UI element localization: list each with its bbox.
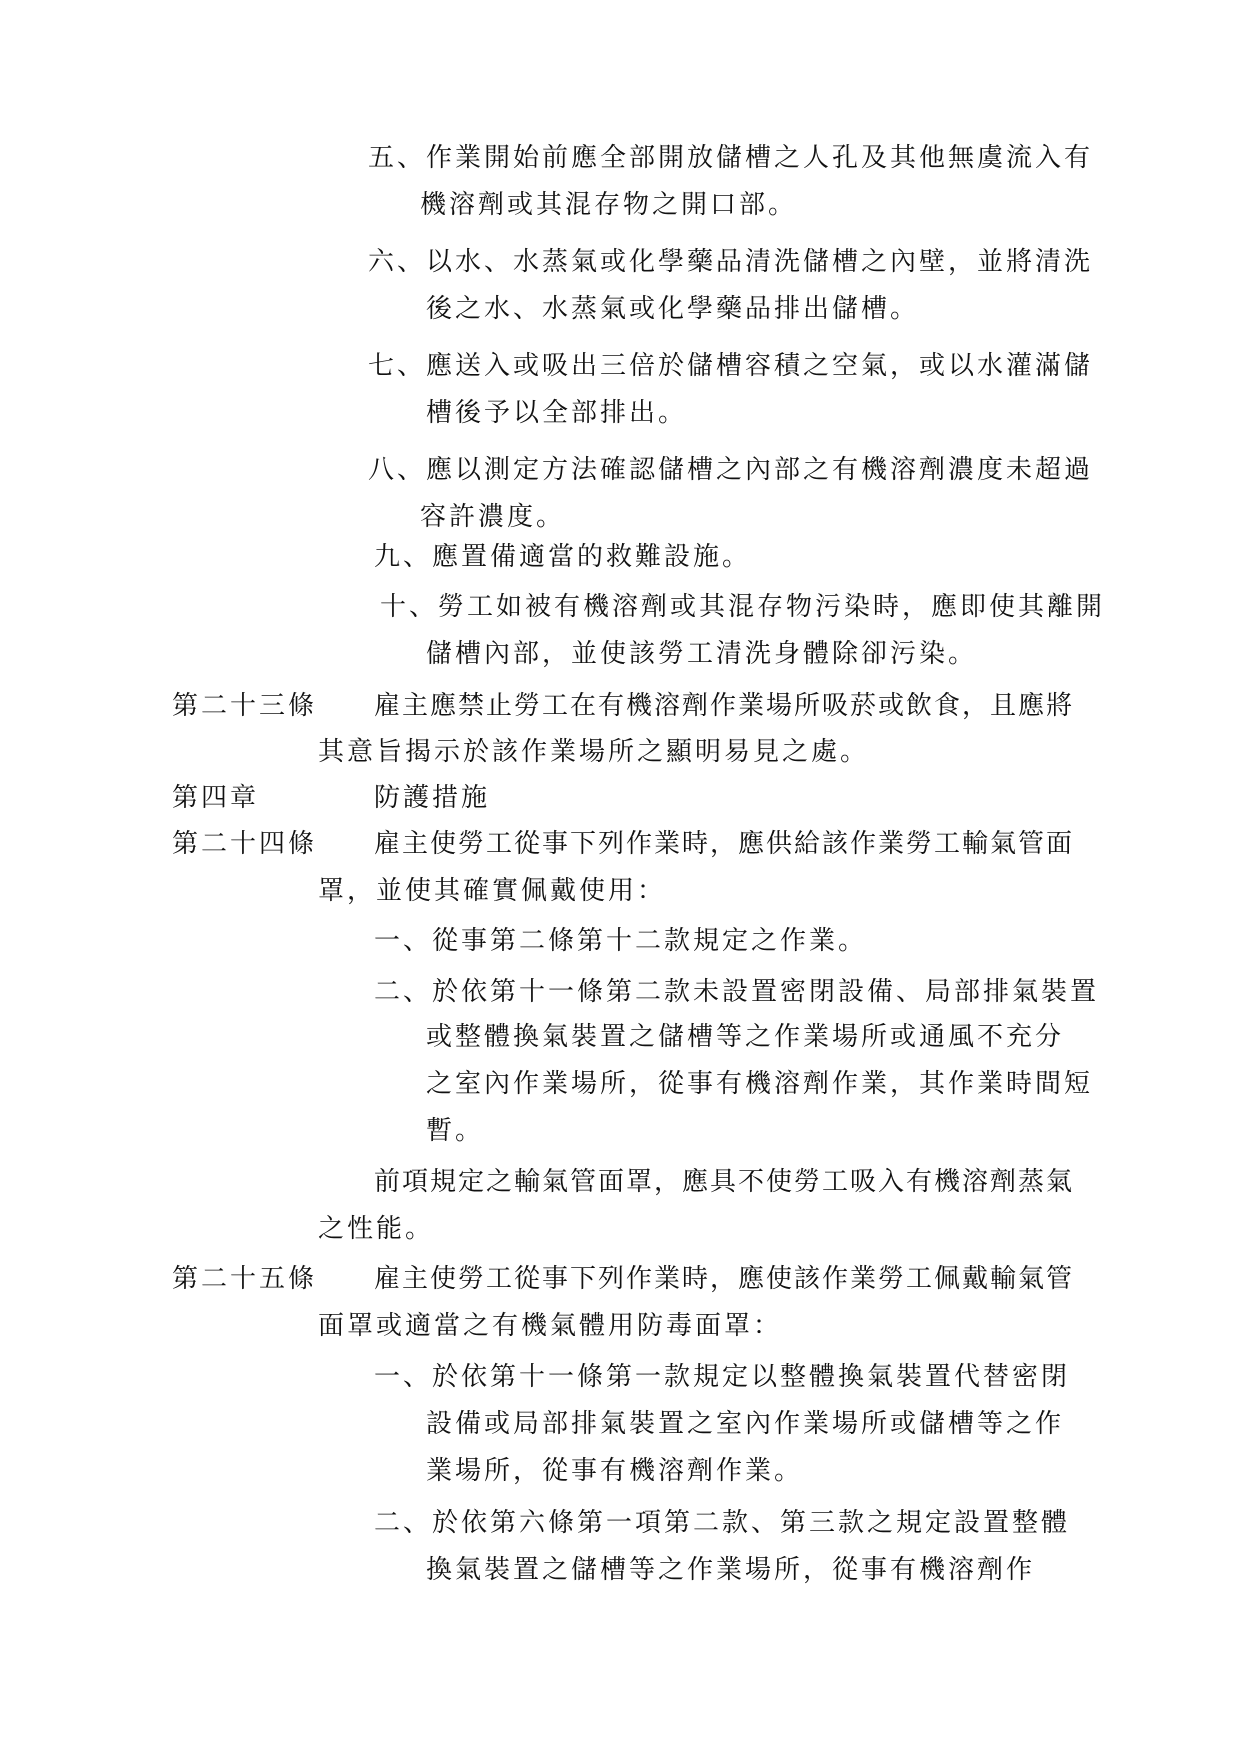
article-23-line1: 雇主應禁止勞工在有機溶劑作業場所吸菸或飲食，且應將 — [374, 691, 1075, 721]
item-9-text: 應置備適當的救難設施。 — [432, 542, 752, 572]
article-25-line1: 雇主使勞工從事下列作業時，應使該作業勞工佩戴輸氣管 — [374, 1264, 1075, 1294]
article-24-item2-line3: 之室內作業場所，從事有機溶劑作業，其作業時間短 — [426, 1069, 1094, 1099]
item-8-line1 — [368, 453, 1093, 487]
item-6-line1 — [368, 245, 1093, 279]
article-25-number: 第二十五條 — [172, 1264, 318, 1294]
article-24-number: 第二十四條 — [172, 829, 318, 859]
item-6-line2: 後之水、水蒸氣或化學藥品排出儲槽。 — [426, 294, 920, 324]
item-8-marker: 八、 — [368, 455, 427, 485]
item-10-text: 勞工如被有機溶劑或其混存物污染時，應即使其離開 — [438, 592, 1106, 622]
article-24-item2-text: 於依第十一條第二款未設置密閉設備、局部排氣裝置 — [432, 977, 1100, 1007]
item-7-text: 應送入或吸出三倍於儲槽容積之空氣，或以水灌滿儲 — [426, 351, 1094, 381]
item-10-line2: 儲槽內部，並使該勞工清洗身體除卻污染。 — [426, 639, 978, 669]
item-7-line2: 槽後予以全部排出。 — [426, 398, 688, 428]
article-25-item1-marker: 一、 — [374, 1362, 433, 1392]
article-24-item2-line4: 暫。 — [426, 1116, 485, 1146]
article-24-item1 — [374, 924, 867, 958]
item-8-text: 應以測定方法確認儲槽之內部之有機溶劑濃度未超過 — [426, 455, 1094, 485]
item-5-line2: 機溶劑或其混存物之開口部。 — [420, 190, 798, 220]
article-24-item2-line2: 或整體換氣裝置之儲槽等之作業場所或通風不充分 — [426, 1022, 1065, 1052]
article-24-item1-text: 從事第二條第十二款規定之作業。 — [432, 926, 868, 956]
item-5-line1 — [368, 141, 1093, 175]
item-10-line1 — [380, 590, 1105, 624]
item-5-text: 作業開始前應全部開放儲槽之人孔及其他無虞流入有 — [426, 143, 1094, 173]
article-24-line2: 罩，並使其確實佩戴使用： — [318, 876, 667, 906]
article-23-line2: 其意旨揭示於該作業場所之顯明易見之處。 — [318, 737, 870, 767]
item-5-marker: 五、 — [368, 143, 427, 173]
item-7-marker: 七、 — [368, 351, 427, 381]
article-25-item2-line2: 換氣裝置之儲槽等之作業場所，從事有機溶劑作 — [426, 1555, 1036, 1585]
article-25-item2-text: 於依第六條第一項第二款、第三款之規定設置整體 — [432, 1508, 1071, 1538]
article-25-line2: 面罩或適當之有機氣體用防毒面罩： — [318, 1311, 783, 1341]
item-6-text: 以水、水蒸氣或化學藥品清洗儲槽之內壁，並將清洗 — [426, 247, 1094, 277]
item-10-marker: 十、 — [380, 592, 439, 622]
article-24-para2-line2: 之性能。 — [318, 1214, 435, 1244]
chapter-title: 防護措施 — [374, 783, 491, 813]
article-24-item2-line1 — [374, 975, 1099, 1009]
article-25-item2-line1 — [374, 1506, 1070, 1540]
article-25-item2-marker: 二、 — [374, 1508, 433, 1538]
article-24-line1: 雇主使勞工從事下列作業時，應供給該作業勞工輸氣管面 — [374, 829, 1075, 859]
article-23-number: 第二十三條 — [172, 691, 318, 721]
article-25-item1-line3: 業場所，從事有機溶劑作業。 — [426, 1456, 804, 1486]
item-8-line2: 容許濃度。 — [420, 502, 566, 532]
item-9-line1 — [374, 540, 751, 574]
article-24-item2-marker: 二、 — [374, 977, 433, 1007]
article-25-item1-text: 於依第十一條第一款規定以整體換氣裝置代替密閉 — [432, 1362, 1071, 1392]
item-7-line1 — [368, 349, 1093, 383]
item-9-marker: 九、 — [374, 542, 433, 572]
article-25-item1-line2: 設備或局部排氣裝置之室內作業場所或儲槽等之作 — [426, 1409, 1065, 1439]
article-25-item1-line1 — [374, 1360, 1070, 1394]
article-24-para2-line1: 前項規定之輸氣管面罩，應具不使勞工吸入有機溶劑蒸氣 — [374, 1167, 1075, 1197]
article-24-item1-marker: 一、 — [374, 926, 433, 956]
item-6-marker: 六、 — [368, 247, 427, 277]
chapter-number: 第四章 — [172, 783, 260, 813]
